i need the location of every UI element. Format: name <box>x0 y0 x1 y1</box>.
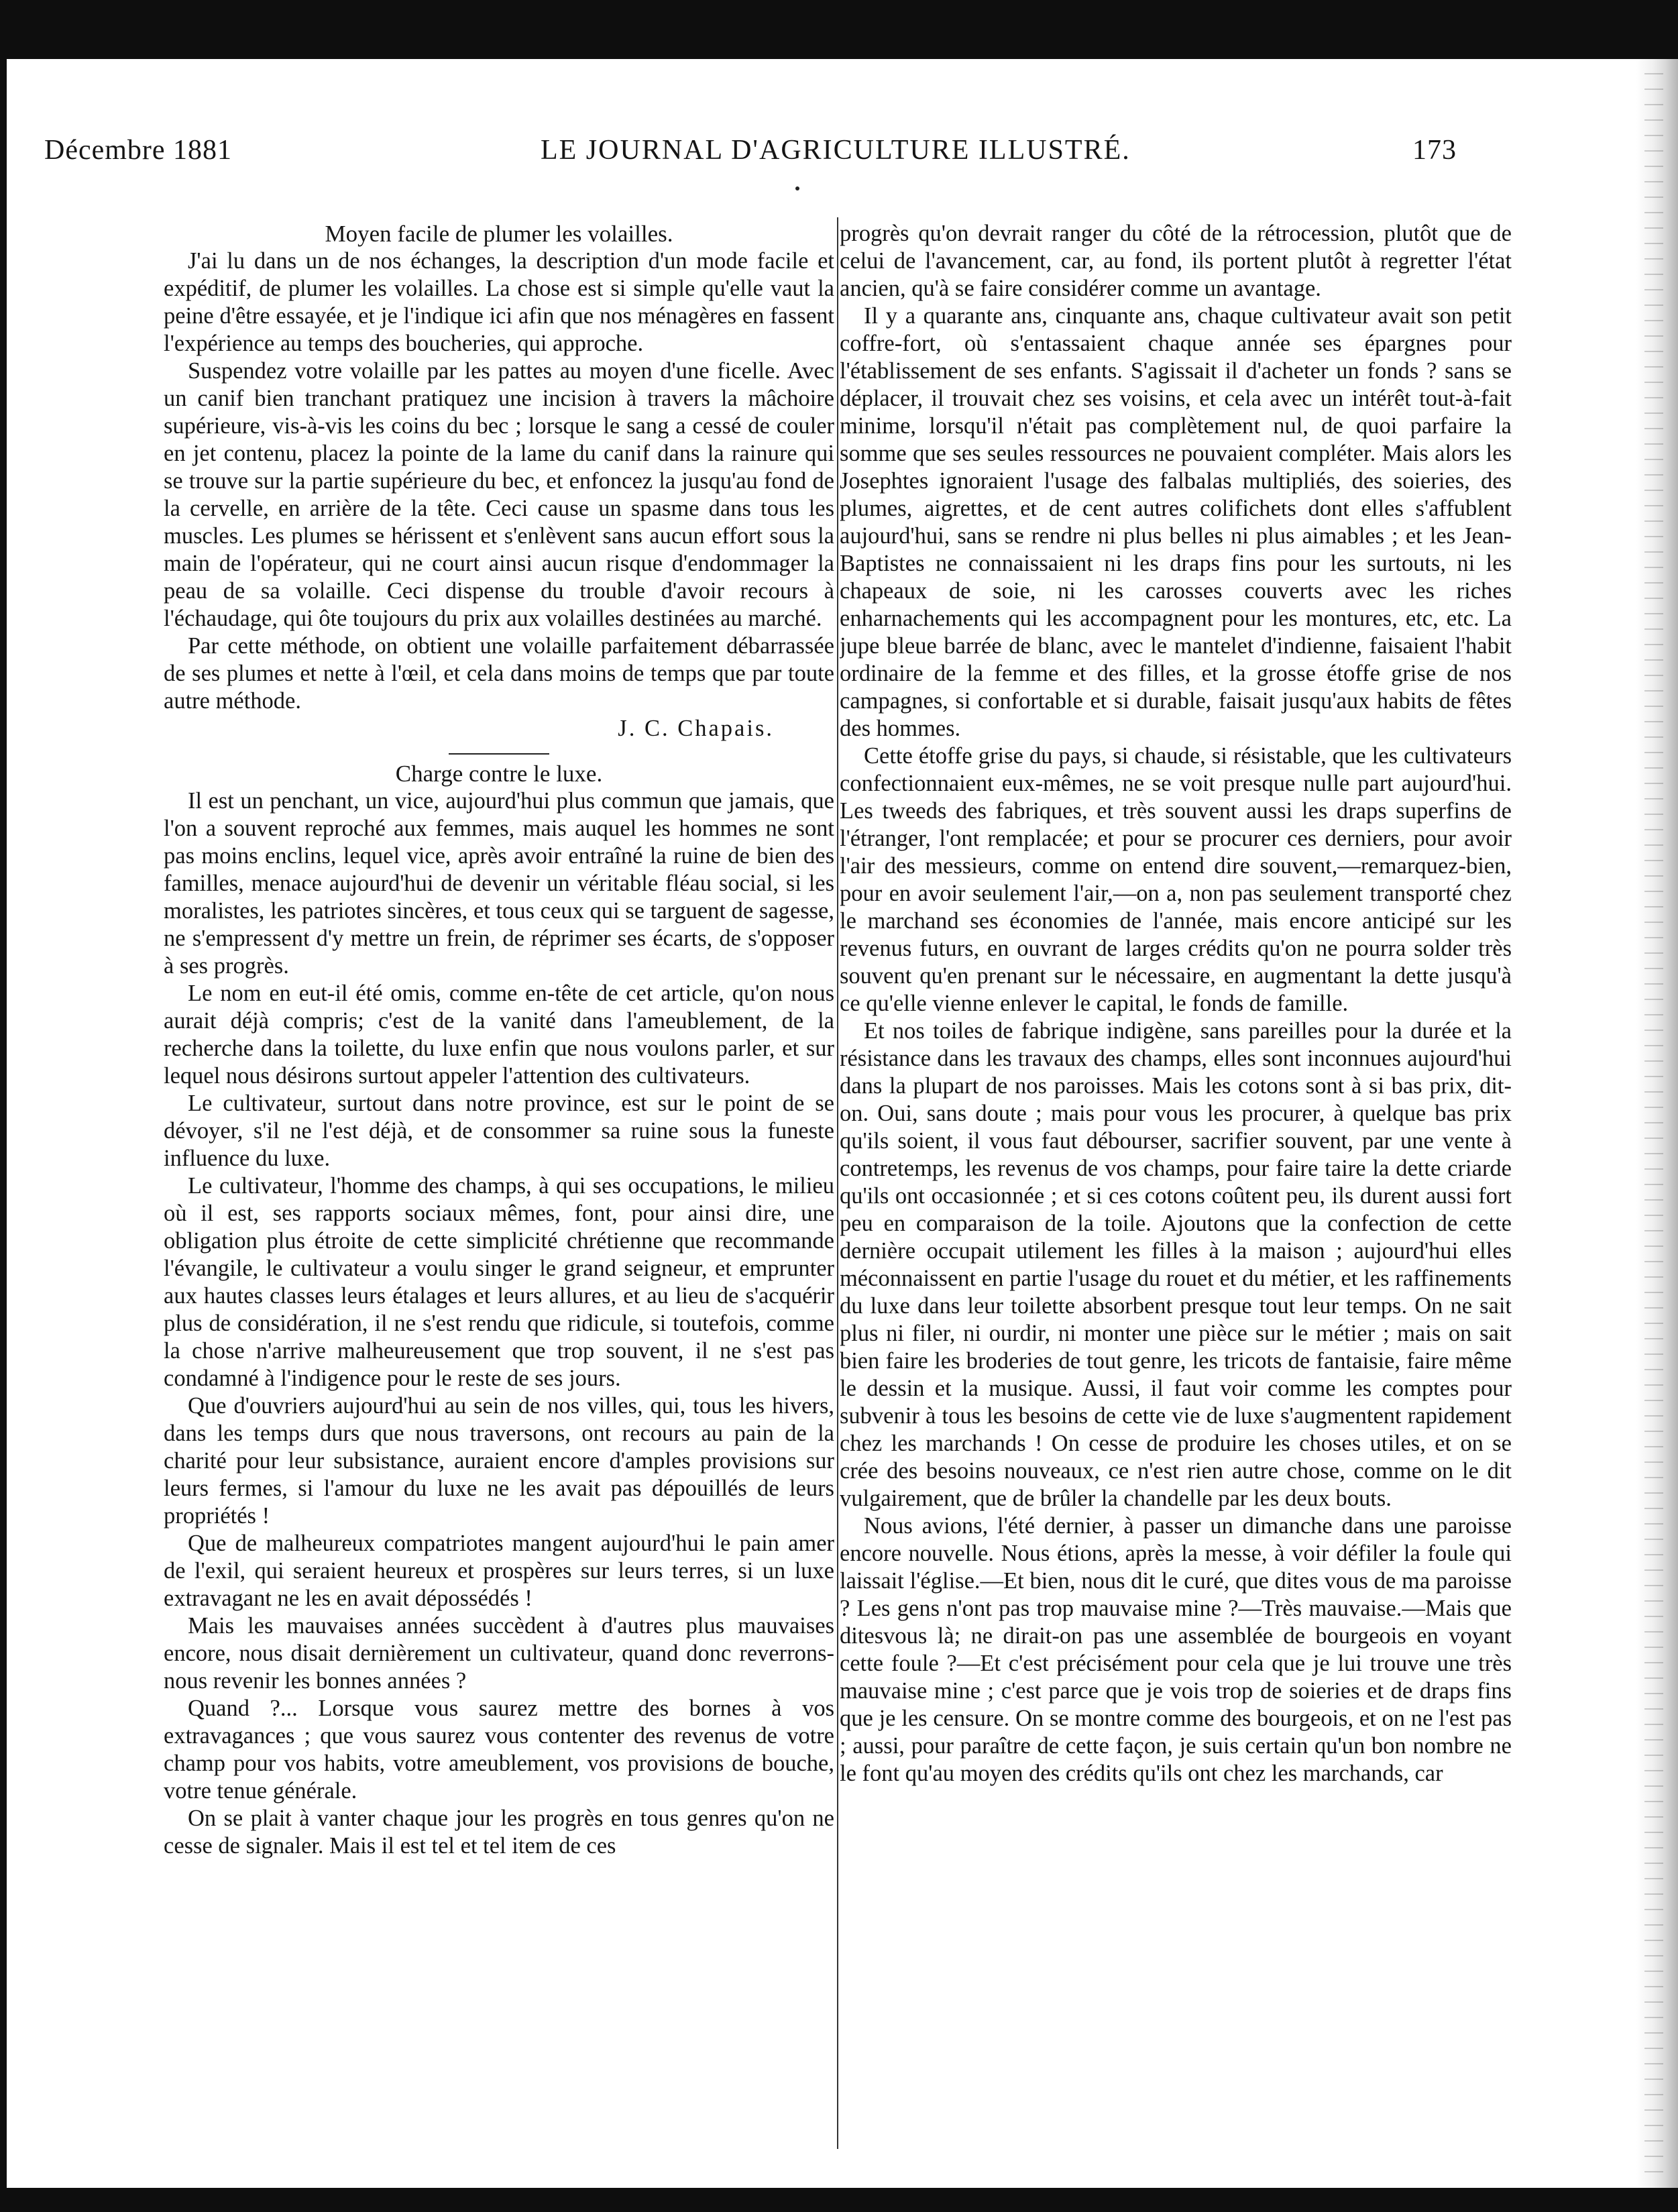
header-date: Décembre 1881 <box>44 135 233 166</box>
page-edge-texture <box>1644 67 1663 2180</box>
paragraph: Que d'ouvriers aujourd'hui au sein de nos villes, qui, tous les hivers, dans les temps durs que nous traversons, ont recours au pain de la charité pour leur subsistance, auraient encore d'amples provisions sur leurs fermes, si l'amour du luxe ne les avait pas dépouillés de leurs propriétés ! <box>164 1393 834 1529</box>
scan-border-top <box>0 0 1678 59</box>
header-ornament-dot <box>795 186 799 190</box>
paragraph: Cette étoffe grise du pays, si chaude, si résistable, que les cultivateurs confectionnaient eux-mêmes, ne se voit presque nulle part aujourd'hui. Les tweeds des fabriques, et très souvent aussi les draps superfins de l'étranger, l'ont remplacée; et pour se procurer ces derniers, pour avoir l'air des messieurs, comme on entend dire souvent,—remarquez-bien, pour en avoir seulement l'air,—on a, non pas seulement transporté chez le marchand ses économies de l'année, mais encore anticipé sur les revenus futurs, en ouvrant de larges crédits qu'on ne pourra solder très souvent qu'en prenant sur le nécessaire, en augmentant la dette jusqu'à ce qu'elle vienne enlever le capital, le fonds de famille. <box>840 743 1512 1016</box>
paragraph: Il est un penchant, un vice, aujourd'hui plus commun que jamais, que l'on a souvent reproché aux femmes, mais auquel les hommes ne sont pas moins enclins, lequel vice, après avoir entraîné la ruine de bien des familles, menace aujourd'hui de devenir un véritable fléau social, si les moralistes, les patriotes sincères, et tous ceux qui se targuent de sagesse, ne s'empressent d'y mettre un frein, de réprimer ses écarts, de s'opposer à ses progrès. <box>164 788 834 979</box>
author-signature: J. C. Chapais. <box>618 716 774 741</box>
paragraph: Le cultivateur, l'homme des champs, à qui ses occupations, le milieu où il est, ses rapports sociaux mêmes, font, pour ainsi dire, une obligation plus étroite de cette simplicité chrétienne que recommande l'évangile, le cultivateur a voulu singer le grand seigneur, et emprunter aux hautes classes leurs étalages et leurs allures, et au lieu de s'acquérir plus de considération, il ne s'est rendu que ridicule, si toutefois, comme la chose n'arrive malheureusement que trop souvent, il ne s'est pas condamné à l'indigence pour le reste de ses jours. <box>164 1173 834 1391</box>
scan-border-bottom <box>0 2188 1678 2212</box>
column-divider <box>837 217 838 2149</box>
paragraph: Le nom en eut-il été omis, comme en-tête de cet article, qu'on nous aurait déjà compris; c'est de la vanité dans l'ameublement, de la recherche dans la toilette, du luxe enfin que nous voulons parler, et sur lequel nous désirons surtout appeler l'attention des cultivateurs. <box>164 981 834 1089</box>
left-column <box>164 220 834 2158</box>
article-title-luxe: Charge contre le luxe. <box>395 761 603 787</box>
paragraph: Nous avions, l'été dernier, à passer un dimanche dans une paroisse encore nouvelle. Nous étions, après la messe, à voir défiler la foule qui laissait l'église.—Et bien, nous dit le curé, que dites vous de ma paroisse ? Les gens n'ont pas trop mauvaise mine ?—Très mauvaise.—Mais que ditesvous là; ne dirait-on pas une assemblée de bourgeois en voyant cette foule ?—Et c'est précisément pour cela que je lui trouve une très mauvaise mine ; c'est parce que je vois trop de soieries et de draps fins que je les censure. On se montre comme des bourgeois, et on ne l'est pas ; aussi, pour paraître de cette façon, je suis certain qu'un bon nombre ne le font qu'au moyen des crédits qu'ils ont chez les marchands, car <box>840 1513 1512 1786</box>
paragraph: progrès qu'on devrait ranger du côté de la rétrocession, plutôt que de celui de l'avancement, car, au fond, ils portent plutôt à regretter l'état ancien, qu'à se faire considérer comme un avantage. <box>840 221 1512 301</box>
paragraph: Suspendez votre volaille par les pattes au moyen d'une ficelle. Avec un canif bien tranchant pratiquez une incision à travers la mâchoire supérieure, vis-à-vis les coins du bec ; lorsque le sang a cessé de couler en jet contenu, placez la pointe de la lame du canif dans la rainure qui se trouve sur la partie supérieure du bec, et enfoncez la jusqu'au fond de la cervelle, en arrière de la tête. Ceci cause un spasme dans tous les muscles. Les plumes se hérissent et s'enlèvent sans aucun effort sous la main de l'opérateur, qui ne court ainsi aucun risque d'endommager la peau de sa volaille. Ceci dispense du trouble d'avoir recours à l'échaudage, qui ôte toujours du prix aux volailles destinées au marché. <box>164 358 834 631</box>
running-header <box>44 134 1457 172</box>
article-separator <box>449 753 549 755</box>
scan-border-left <box>0 59 7 2188</box>
paragraph: Et nos toiles de fabrique indigène, sans pareilles pour la durée et la résistance dans les travaux des champs, elles sont inconnues aujourd'hui dans la plupart de nos paroisses. Mais les cotons sont à si bas prix, dit-on. Oui, sans doute ; mais pour vous les procurer, à quelque bas prix qu'ils soient, il vous faut débourser, sacrifier souvent, par une vente à contretemps, les revenus de vos champs, pour faire taire la dette criarde qu'ils ont occasionnée ; et si ces cotons coûtent peu, ils durent aussi fort peu en comparaison de la toile. Ajoutons que la confection de cette dernière occupait utilement les filles à la maison ; aujourd'hui elles méconnaissent en partie l'usage du rouet et du métier, et les raffinements du luxe dans leur toilette absorbent presque tout leur temps. On ne sait plus ni filer, ni ourdir, ni monter une pièce sur le métier ; mais on sait bien faire les broderies de tout genre, les tricots de fantaisie, faire même le dessin et la musique. Aussi, il faut voir comme les comptes pour subvenir à tous les besoins de cette vie de luxe s'augmentent rapidement chez les marchands ! On cesse de produire les choses utiles, et on se crée des besoins nouveaux, ce n'est rien autre chose, comme on le dit vulgairement, que de brûler la chandelle par les deux bouts. <box>840 1018 1512 1511</box>
paragraph: Quand ?... Lorsque vous saurez mettre des bornes à vos extravagances ; que vous saurez vous contenter des revenus de votre champ pour vos habits, votre ameublement, vos provisions de bouche, votre tenue générale. <box>164 1696 834 1804</box>
paragraph: Par cette méthode, on obtient une volaille parfaitement débarrassée de ses plumes et nette à l'œil, et cela dans moins de temps que par toute autre méthode. <box>164 633 834 714</box>
paragraph: On se plait à vanter chaque jour les progrès en tous genres qu'on ne cesse de signaler. Mais il est tel et tel item de ces <box>164 1806 834 1859</box>
article-title-plumer: Moyen facile de plumer les volailles. <box>325 221 673 247</box>
header-journal-title: LE JOURNAL D'AGRICULTURE ILLUSTRÉ. <box>541 135 1131 166</box>
paragraph: J'ai lu dans un de nos échanges, la description d'un mode facile et expéditif, de plumer les volailles. La chose est si simple qu'elle vaut la peine d'être essayée, et je l'indique ici afin que nos ménagères en fassent l'expérience au temps des boucheries, qui approche. <box>164 248 834 356</box>
right-column <box>840 220 1512 2158</box>
paragraph: Que de malheureux compatriotes mangent aujourd'hui le pain amer de l'exil, qui seraient heureux et prospères sur leurs terres, si un luxe extravagant ne les en avait dépossédés ! <box>164 1531 834 1611</box>
page-number: 173 <box>1412 135 1457 166</box>
paragraph: Le cultivateur, surtout dans notre province, est sur le point de se dévoyer, s'il ne l'est déjà, et de consommer sa ruine sous la funeste influence du luxe. <box>164 1091 834 1171</box>
paragraph: Mais les mauvaises années succèdent à d'autres plus mauvaises encore, nous disait dernièrement un cultivateur, quand donc reverrons-nous revenir les bonnes années ? <box>164 1613 834 1694</box>
paragraph: Il y a quarante ans, cinquante ans, chaque cultivateur avait son petit coffre-fort, où s'entassaient chaque année ses épargnes pour l'établissement de ses enfants. S'agissait il d'acheter un fonds ? sans se déplacer, il trouvait chez ses voisins, et cela avec un intérêt tout-à-fait minime, lorsqu'il n'était pas complètement nul, de quoi parfaire la somme que ses seules ressources ne pouvaient compléter. Mais alors les Josephtes ignoraient l'usage des falbalas multipliés, des soieries, des plumes, aigrettes, et de cent autres colifichets dont elles s'affublent aujourd'hui, sans se rendre ni plus belles ni plus aimables ; et les Jean-Baptistes ne connaissaient ni les draps fins pour les surtouts, ni les chapeaux de soie, ni les carosses couverts avec les riches enharnachements qui les accompagnent pour les montures, etc, etc. La jupe bleue barrée de blanc, avec le mantelet d'indienne, faisaient l'habit ordinaire de la femme et des filles, et la grosse étoffe grise de nos campagnes, si confortable et si durable, faisait jusqu'aux habits de fêtes des hommes. <box>840 303 1512 741</box>
